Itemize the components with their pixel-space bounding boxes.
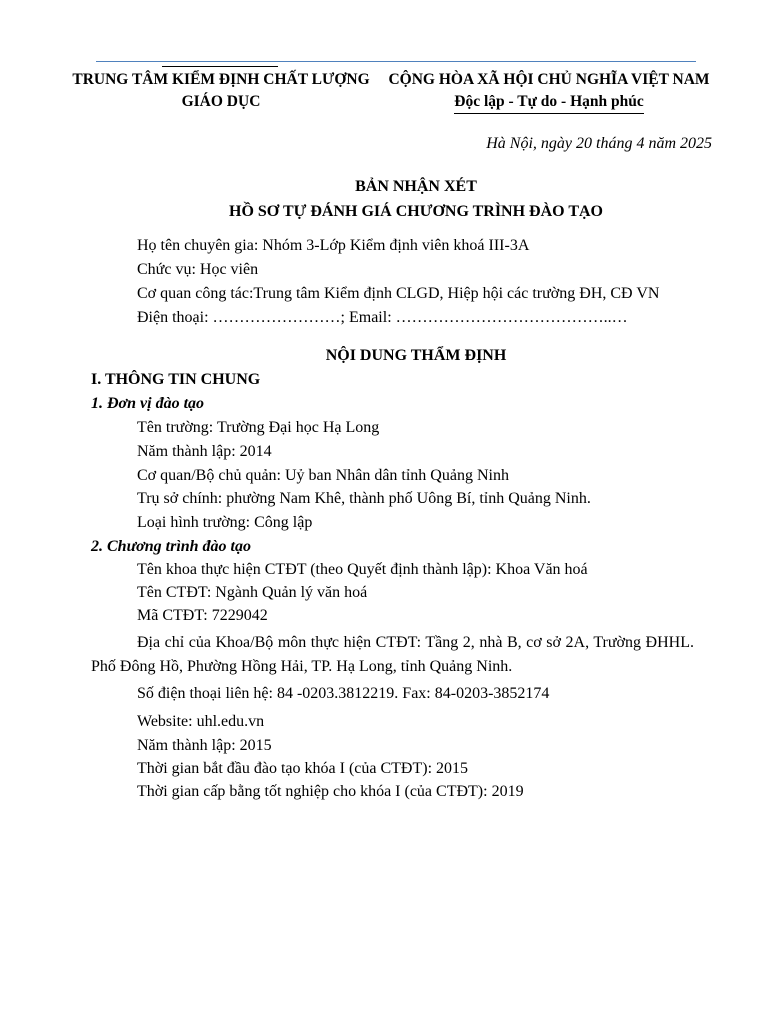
organization-header — [62, 69, 380, 113]
program-name: Tên CTĐT: Ngành Quản lý văn hoá — [137, 584, 368, 601]
expert-position: Chức vụ: Học viên — [137, 261, 259, 278]
expert-name: Họ tên chuyên gia: Nhóm 3-Lớp Kiểm định viên khoá III-3A — [137, 237, 530, 254]
subsection1-title: 1. Đơn vị đào tạo — [91, 395, 205, 412]
org-name-line2: GIÁO DỤC — [181, 93, 261, 110]
faculty-address: Địa chỉ của Khoa/Bộ môn thực hiện CTĐT: Tầng 2, nhà B, cơ sở 2A, Trường ĐHHL. Phố Đông Hồ, Phường Hồng Hải, TP. Hạ Long, tỉnh Quảng Ninh. — [91, 634, 694, 675]
national-header — [383, 69, 715, 114]
republic-name: CỘNG HÒA XÃ HỘI CHỦ NGHĨA VIỆT NAM — [388, 71, 710, 88]
expert-contact: Điện thoại: ……………………; Email: …………………………………..… — [137, 309, 628, 326]
program-founded: Năm thành lập: 2015 — [137, 737, 272, 754]
expert-agency: Cơ quan công tác:Trung tâm Kiểm định CLGD, Hiệp hội các trường ĐH, CĐ VN — [137, 285, 660, 302]
governing-body: Cơ quan/Bộ chủ quản: Uỷ ban Nhân dân tỉnh Quảng Ninh — [137, 467, 509, 484]
section1-title: I. THÔNG TIN CHUNG — [91, 371, 261, 388]
national-motto: Độc lập - Tự do - Hạnh phúc — [454, 92, 643, 114]
school-name: Tên trường: Trường Đại học Hạ Long — [137, 419, 380, 436]
faculty-name: Tên khoa thực hiện CTĐT (theo Quyết định thành lập): Khoa Văn hoá — [137, 561, 588, 578]
first-cohort-graduation: Thời gian cấp bằng tốt nghiệp cho khóa I (của CTĐT): 2019 — [137, 783, 524, 800]
school-founded: Năm thành lập: 2014 — [137, 443, 272, 460]
program-code: Mã CTĐT: 7229042 — [137, 607, 268, 624]
website: Website: uhl.edu.vn — [137, 713, 265, 730]
headquarters: Trụ sở chính: phường Nam Khê, thành phố Uông Bí, tỉnh Quảng Ninh. — [137, 490, 591, 507]
contact-phone: Số điện thoại liên hệ: 84 -0203.3812219. Fax: 84-0203-3852174 — [137, 685, 550, 702]
place-date: Hà Nội, ngày 20 tháng 4 năm 2025 — [486, 135, 712, 152]
doc-title-line2: HỒ SƠ TỰ ĐÁNH GIÁ CHƯƠNG TRÌNH ĐÀO TẠO — [229, 203, 603, 220]
school-type: Loại hình trường: Công lập — [137, 514, 313, 531]
content-heading: NỘI DUNG THẨM ĐỊNH — [325, 347, 507, 364]
subsection2-title: 2. Chương trình đào tạo — [91, 538, 251, 555]
header-top-rule — [96, 61, 696, 62]
org-overline — [162, 66, 278, 67]
doc-title-line1: BẢN NHẬN XÉT — [355, 178, 477, 195]
org-name-line1: TRUNG TÂM KIỂM ĐỊNH CHẤT LƯỢNG — [72, 71, 370, 88]
first-cohort-start: Thời gian bắt đầu đào tạo khóa I (của CTĐT): 2015 — [137, 760, 469, 777]
